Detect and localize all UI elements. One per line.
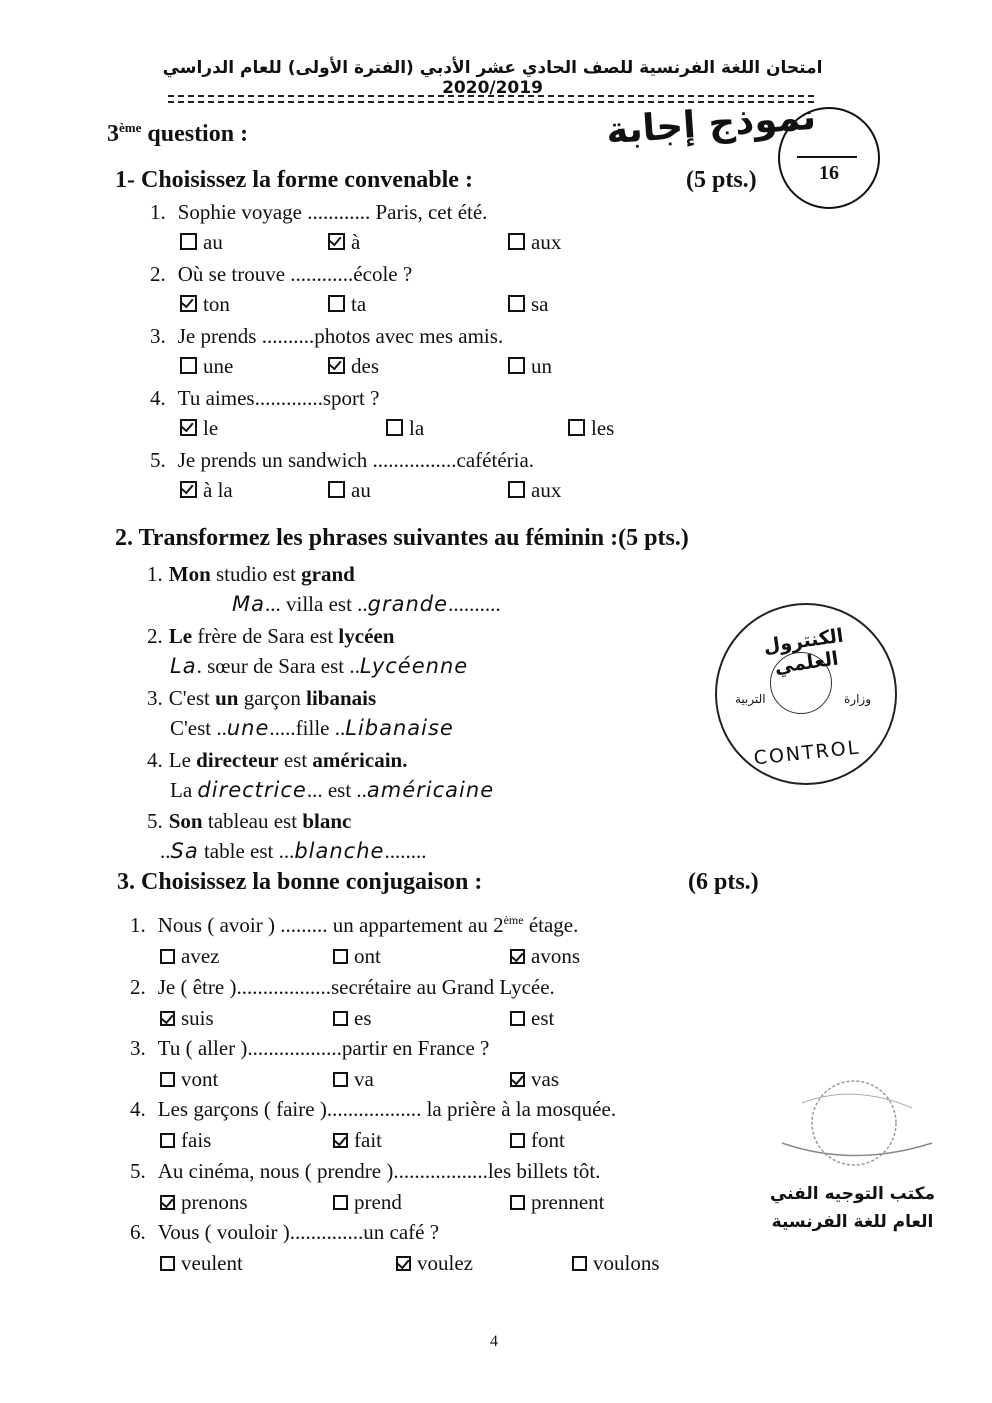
sentence-part: Mon [168, 562, 211, 586]
superscript: ème [503, 913, 524, 927]
option-label: vas [531, 1067, 559, 1091]
section1-option[interactable] [328, 230, 360, 255]
option-label: va [354, 1067, 374, 1091]
section1-option[interactable] [328, 354, 379, 379]
section1-option[interactable] [386, 416, 424, 441]
section3-option[interactable] [396, 1251, 473, 1276]
question-text: Nous ( avoir ) ......... un appartement au 2 [157, 913, 504, 937]
section3-option[interactable] [510, 944, 580, 969]
option-label: des [351, 354, 379, 378]
grade-fraction-line [797, 156, 857, 158]
question-text: Je prends un sandwich ................cafétéria. [177, 448, 535, 472]
checked-box-icon[interactable] [396, 1256, 411, 1271]
option-label: ta [351, 292, 367, 316]
sentence-part: frère de Sara est [192, 624, 339, 648]
question-number: 2. [130, 975, 146, 999]
empty-box-icon[interactable] [508, 233, 525, 250]
empty-box-icon[interactable] [328, 481, 345, 498]
sentence-part: américain. [312, 748, 408, 772]
option-label: une [203, 354, 234, 378]
handwritten-answer: grande [367, 592, 449, 616]
exam-header: امتحان اللغة الفرنسية للصف الحادي عشر الأدبي (الفترة الأولى) للعام الدراسي 2020/2019 [162, 58, 823, 98]
checked-box-icon[interactable] [510, 949, 525, 964]
option-label: avez [181, 944, 220, 968]
empty-box-icon[interactable] [568, 419, 585, 436]
handwritten-answer: Ma [232, 592, 265, 616]
section3-points: (6 pts.) [688, 869, 759, 895]
section3-question [130, 1159, 600, 1184]
section3-question [130, 1220, 439, 1245]
option-label: les [591, 416, 615, 440]
question-text: Sophie voyage ............ Paris, cet été. [177, 200, 488, 224]
handwritten-answer: Sa [170, 839, 199, 863]
section3-title: 3. Choisissez la bonne conjugaison : [117, 869, 483, 895]
question-label: 3ème question : [107, 120, 249, 147]
empty-box-icon[interactable] [160, 1133, 175, 1148]
section2-sentence [147, 748, 407, 773]
option-label: fait [354, 1128, 382, 1152]
office-stamp-emblem [762, 1073, 948, 1183]
section3-option[interactable] [510, 1128, 565, 1153]
section2-answer [170, 654, 468, 679]
sentence-part: 5. [147, 809, 163, 833]
section3-question [130, 913, 578, 938]
option-label: suis [181, 1006, 214, 1030]
option-label: un [531, 354, 552, 378]
checked-box-icon[interactable] [328, 233, 345, 250]
section1-option[interactable] [328, 292, 366, 317]
answer-text: ... est .. [306, 778, 367, 802]
stamp-side-left: التربية [735, 692, 766, 706]
empty-box-icon[interactable] [508, 357, 525, 374]
section2-sentence [147, 562, 355, 587]
sentence-part: libanais [306, 686, 377, 710]
sentence-part: tableau est [202, 809, 303, 833]
sentence-part: un [215, 686, 239, 710]
section3-option[interactable] [333, 1067, 374, 1092]
question-text: Vous ( vouloir )..............un café ? [157, 1220, 440, 1244]
option-label: fais [181, 1128, 212, 1152]
section2-sentence [147, 809, 351, 834]
sentence-part: C'est [168, 686, 216, 710]
section1-question [150, 448, 534, 473]
option-label: ton [203, 292, 230, 316]
model-answer-handwritten: نموذج إجابة [604, 94, 818, 153]
question-number: 3. [130, 1036, 146, 1060]
answer-text: C'est .. [170, 716, 227, 740]
handwritten-answer: La [170, 654, 197, 678]
option-label: aux [531, 478, 562, 502]
sentence-part: blanc [302, 809, 352, 833]
stamp-side-right: وزارة [844, 692, 872, 706]
section1-option[interactable] [508, 292, 549, 317]
option-label: font [531, 1128, 565, 1152]
section3-option[interactable] [333, 944, 381, 969]
question-number: 4. [150, 386, 166, 410]
section3-question [130, 1036, 489, 1061]
question-text: Au cinéma, nous ( prendre )..................les billets tôt. [157, 1159, 601, 1183]
sentence-part: est [278, 748, 313, 772]
sentence-part: garçon [238, 686, 307, 710]
sentence-part: 2. [147, 624, 163, 648]
section3-option[interactable] [510, 1190, 604, 1215]
empty-box-icon[interactable] [160, 1256, 175, 1271]
section2-sentence [147, 624, 394, 649]
section1-question [150, 386, 379, 411]
checked-box-icon[interactable] [510, 1072, 525, 1087]
section1-option[interactable] [508, 354, 552, 379]
section1-option[interactable] [180, 478, 233, 503]
option-label: veulent [181, 1251, 243, 1275]
handwritten-answer: directrice [197, 778, 307, 802]
question-number: 2. [150, 262, 166, 286]
answer-text: table est ... [198, 839, 295, 863]
section3-option[interactable] [333, 1006, 372, 1031]
empty-box-icon[interactable] [180, 357, 197, 374]
checked-box-icon[interactable] [180, 295, 197, 312]
option-label: à la [203, 478, 233, 502]
question-text: Tu aimes.............sport ? [177, 386, 380, 410]
checked-box-icon[interactable] [180, 419, 197, 436]
option-label: prenons [181, 1190, 248, 1214]
section3-option[interactable] [572, 1251, 660, 1276]
option-label: sa [531, 292, 549, 316]
empty-box-icon[interactable] [510, 1133, 525, 1148]
question-number: 5. [130, 1159, 146, 1183]
question-text: Les garçons ( faire ).................. la prière à la mosquée. [157, 1097, 617, 1121]
grade-value: 16 [819, 162, 839, 184]
option-label: voulez [417, 1251, 473, 1275]
sentence-part: lycéen [338, 624, 395, 648]
answer-text: .. [160, 839, 171, 863]
option-label: au [351, 478, 371, 502]
checked-box-icon[interactable] [328, 357, 345, 374]
empty-box-icon[interactable] [180, 233, 197, 250]
section3-question [130, 975, 555, 1000]
option-label: est [531, 1006, 555, 1030]
handwritten-answer: blanche [294, 839, 385, 863]
section1-option[interactable] [568, 416, 614, 441]
section3-option[interactable] [160, 1128, 211, 1153]
section3-option[interactable] [160, 1067, 218, 1092]
checked-box-icon[interactable] [160, 1011, 175, 1026]
answer-text: ... villa est .. [265, 592, 368, 616]
section2-answer [160, 839, 426, 864]
answer-text: .....fille .. [269, 716, 346, 740]
section3-option[interactable] [160, 1006, 214, 1031]
empty-box-icon[interactable] [160, 1072, 175, 1087]
office-stamp-text: مكتب التوجيه الفني العام للغة الفرنسية [769, 1184, 936, 1232]
checked-box-icon[interactable] [160, 1195, 175, 1210]
empty-box-icon[interactable] [386, 419, 403, 436]
empty-box-icon[interactable] [508, 481, 525, 498]
sentence-part: Son [168, 809, 203, 833]
section3-option[interactable] [510, 1006, 554, 1031]
empty-box-icon[interactable] [333, 949, 348, 964]
sentence-part: studio est [210, 562, 302, 586]
option-label: avons [531, 944, 580, 968]
empty-box-icon[interactable] [572, 1256, 587, 1271]
section1-option[interactable] [180, 230, 223, 255]
answer-text: . sœur de Sara est .. [196, 654, 360, 678]
question-text: Je prends ..........photos avec mes amis. [177, 324, 504, 348]
section2-answer [170, 716, 454, 741]
sentence-part: grand [301, 562, 355, 586]
section1-option[interactable] [508, 230, 561, 255]
question-text: Tu ( aller )..................partir en France ? [157, 1036, 490, 1060]
question-text: Où se trouve ............école ? [177, 262, 413, 286]
section2-title: 2. Transformez les phrases suivantes au féminin :(5 pts.) [115, 525, 689, 551]
handwritten-answer: Libanaise [345, 716, 454, 740]
section1-question [150, 262, 412, 287]
handwritten-answer: une [226, 716, 270, 740]
section1-option[interactable] [328, 478, 371, 503]
section2-answer [170, 778, 494, 803]
sentence-part: Le [168, 748, 197, 772]
option-label: ont [354, 944, 381, 968]
section3-option[interactable] [160, 944, 219, 969]
sentence-part: Le [168, 624, 193, 648]
option-label: voulons [593, 1251, 660, 1275]
grade-circle [778, 107, 880, 209]
checked-box-icon[interactable] [333, 1133, 348, 1148]
section2-sentence [147, 686, 376, 711]
question-number: 1. [130, 913, 146, 937]
empty-box-icon[interactable] [510, 1195, 525, 1210]
answer-text: La [170, 778, 198, 802]
section3-option[interactable] [510, 1067, 559, 1092]
handwritten-answer: Lycéenne [359, 654, 469, 678]
sentence-part: 1. [147, 562, 163, 586]
empty-box-icon[interactable] [160, 949, 175, 964]
section1-question [150, 324, 503, 349]
handwritten-answer: américaine [366, 778, 495, 802]
section1-option[interactable] [180, 292, 230, 317]
option-label: es [354, 1006, 372, 1030]
option-label: prend [354, 1190, 402, 1214]
section1-option[interactable] [180, 354, 233, 379]
section3-question [130, 1097, 616, 1122]
header-divider-top [168, 95, 814, 97]
question-number: 5. [150, 448, 166, 472]
empty-box-icon[interactable] [510, 1011, 525, 1026]
section3-option[interactable] [333, 1190, 402, 1215]
option-label: à [351, 230, 361, 254]
question-text-end: étage. [523, 913, 579, 937]
option-label: au [203, 230, 223, 254]
question-number: 3. [150, 324, 166, 348]
checked-box-icon[interactable] [180, 481, 197, 498]
section1-option[interactable] [180, 416, 218, 441]
sentence-part: 4. [147, 748, 163, 772]
question-number: 6. [130, 1220, 146, 1244]
option-label: la [409, 416, 425, 440]
stamp-control-word: CONTROL [752, 736, 862, 770]
section1-question [150, 200, 487, 225]
section3-option[interactable] [160, 1251, 243, 1276]
empty-box-icon[interactable] [333, 1195, 348, 1210]
empty-box-icon[interactable] [328, 295, 345, 312]
section3-option[interactable] [160, 1190, 248, 1215]
question-number: 1. [150, 200, 166, 224]
empty-box-icon[interactable] [508, 295, 525, 312]
option-label: vont [181, 1067, 219, 1091]
question-text: Je ( être )..................secrétaire au Grand Lycée. [157, 975, 555, 999]
answer-text: ........ [384, 839, 427, 863]
stamp-arabic-text: الكنترول العلمي [762, 624, 845, 679]
question-number: 4. [130, 1097, 146, 1121]
section1-title: 1- Choisissez la forme convenable : [115, 167, 473, 193]
section3-option[interactable] [333, 1128, 382, 1153]
sentence-part: directeur [196, 748, 279, 772]
empty-box-icon[interactable] [333, 1072, 348, 1087]
option-label: prennent [531, 1190, 605, 1214]
section2-answer [232, 592, 501, 617]
section1-option[interactable] [508, 478, 561, 503]
page-number: 4 [490, 1333, 498, 1350]
section1-points: (5 pts.) [686, 167, 757, 193]
option-label: le [203, 416, 219, 440]
option-label: aux [531, 230, 562, 254]
answer-text: .......... [448, 592, 501, 616]
empty-box-icon[interactable] [333, 1011, 348, 1026]
sentence-part: 3. [147, 686, 163, 710]
